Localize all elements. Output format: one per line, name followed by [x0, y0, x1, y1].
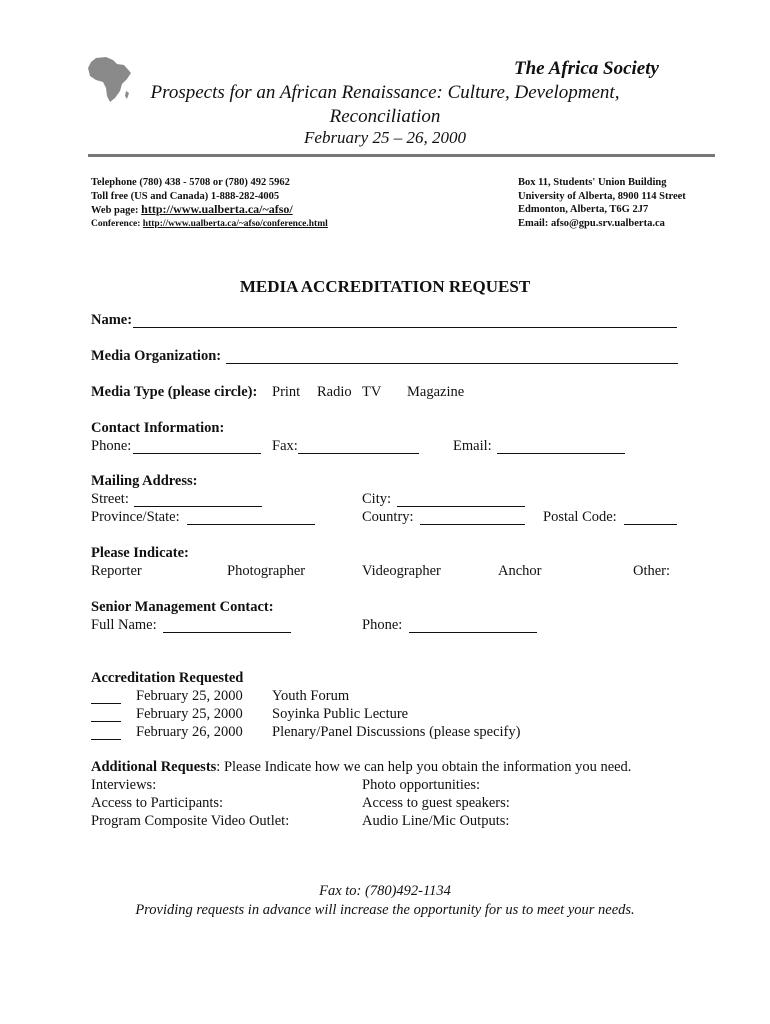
request-interviews[interactable]: Interviews: [91, 777, 157, 793]
additional-requests-label: Additional Requests [91, 759, 217, 775]
accreditation-check-plenary[interactable] [91, 725, 121, 740]
phone-label: Phone: [91, 438, 132, 454]
name-field[interactable] [133, 313, 677, 328]
fax-field[interactable] [298, 439, 419, 454]
accreditation-event: Plenary/Panel Discussions (please specify) [272, 724, 521, 740]
accreditation-event: Youth Forum [272, 688, 350, 704]
accreditation-date: February 25, 2000 [136, 688, 243, 704]
request-photo-opportunities[interactable]: Photo opportunities: [362, 777, 481, 793]
media-type-tv[interactable]: TV [362, 384, 382, 400]
telephone-line: Telephone (780) 438 - 5708 or (780) 492 5962 [91, 177, 290, 188]
tollfree-line: Toll free (US and Canada) 1-888-282-4005 [91, 190, 280, 202]
contact-right [518, 176, 686, 230]
senior-phone-label: Phone: [362, 617, 403, 633]
senior-phone-field[interactable] [409, 618, 537, 633]
accreditation-check-soyinka-lecture[interactable] [91, 707, 121, 722]
mailing-address-label: Mailing Address: [91, 473, 198, 489]
street-field[interactable] [134, 492, 262, 507]
additional-requests-text: : Please Indicate how we can help you obtain the information you need. [216, 759, 632, 775]
full-name-label: Full Name: [91, 617, 157, 633]
fax-label: Fax: [272, 438, 298, 454]
conference-link[interactable]: http://www.ualberta.ca/~afso/conference.html [142, 218, 328, 229]
email-field[interactable] [497, 439, 625, 454]
province-field[interactable] [187, 510, 315, 525]
postal-code-field[interactable] [624, 510, 677, 525]
conference-subtitle-line2: Reconciliation [329, 106, 441, 127]
accreditation-date: February 25, 2000 [136, 706, 243, 722]
accreditation-event: Soyinka Public Lecture [272, 706, 409, 722]
address-line1: Box 11, Students' Union Building [518, 177, 667, 188]
media-type-label: Media Type (please circle): [91, 384, 258, 400]
footer-fax: Fax to: (780)492-1134 [319, 883, 451, 899]
role-photographer[interactable]: Photographer [227, 563, 306, 579]
postal-code-label: Postal Code: [543, 509, 617, 525]
header-divider [88, 154, 715, 157]
city-field[interactable] [397, 492, 525, 507]
address-line3: Edmonton, Alberta, T6G 2J7 [518, 204, 649, 215]
city-label: City: [362, 491, 392, 507]
role-other[interactable]: Other: [633, 563, 671, 579]
additional-requests-line [91, 759, 631, 776]
please-indicate-label: Please Indicate: [91, 545, 189, 561]
role-anchor[interactable]: Anchor [498, 563, 542, 579]
web-line [91, 203, 328, 218]
accreditation-label: Accreditation Requested [91, 670, 244, 686]
request-audio-outputs[interactable]: Audio Line/Mic Outputs: [362, 813, 510, 829]
name-label: Name: [91, 312, 133, 328]
web-label: Web page: [91, 205, 142, 216]
country-field[interactable] [420, 510, 525, 525]
contact-info-label: Contact Information: [91, 420, 225, 436]
street-label: Street: [91, 491, 129, 507]
form-title: MEDIA ACCREDITATION REQUEST [239, 277, 531, 296]
role-reporter[interactable]: Reporter [91, 563, 142, 579]
email-line: Email: afso@gpu.srv.ualberta.ca [518, 217, 665, 229]
footer-note: Providing requests in advance will increase the opportunity for us to meet your needs. [135, 902, 635, 918]
accreditation-date: February 26, 2000 [136, 724, 243, 740]
country-label: Country: [362, 509, 414, 525]
media-org-label: Media Organization: [91, 348, 222, 364]
media-type-print[interactable]: Print [272, 384, 301, 400]
conference-subtitle-line1: Prospects for an African Renaissance: Culture, Development, [150, 82, 620, 103]
full-name-field[interactable] [163, 618, 291, 633]
contact-left [91, 176, 328, 231]
province-label: Province/State: [91, 509, 180, 525]
conference-label: Conference: [91, 218, 143, 229]
request-video-outlet[interactable]: Program Composite Video Outlet: [91, 813, 290, 829]
request-access-participants[interactable]: Access to Participants: [91, 795, 224, 811]
conference-dates: February 25 – 26, 2000 [304, 128, 466, 147]
request-guest-speakers[interactable]: Access to guest speakers: [362, 795, 510, 811]
conference-line [91, 218, 328, 232]
phone-field[interactable] [133, 439, 261, 454]
email-label: Email: [453, 438, 492, 454]
role-videographer[interactable]: Videographer [362, 563, 441, 579]
web-link[interactable]: http://www.ualberta.ca/~afso/ [141, 202, 293, 216]
address-line2: University of Alberta, 8900 114 Street [518, 190, 686, 202]
org-name: The Africa Society [514, 58, 659, 79]
media-type-magazine[interactable]: Magazine [407, 384, 465, 400]
media-org-field[interactable] [226, 349, 678, 364]
media-type-radio[interactable]: Radio [317, 384, 352, 400]
accreditation-check-youth-forum[interactable] [91, 689, 121, 704]
senior-contact-label: Senior Management Contact: [91, 599, 274, 615]
